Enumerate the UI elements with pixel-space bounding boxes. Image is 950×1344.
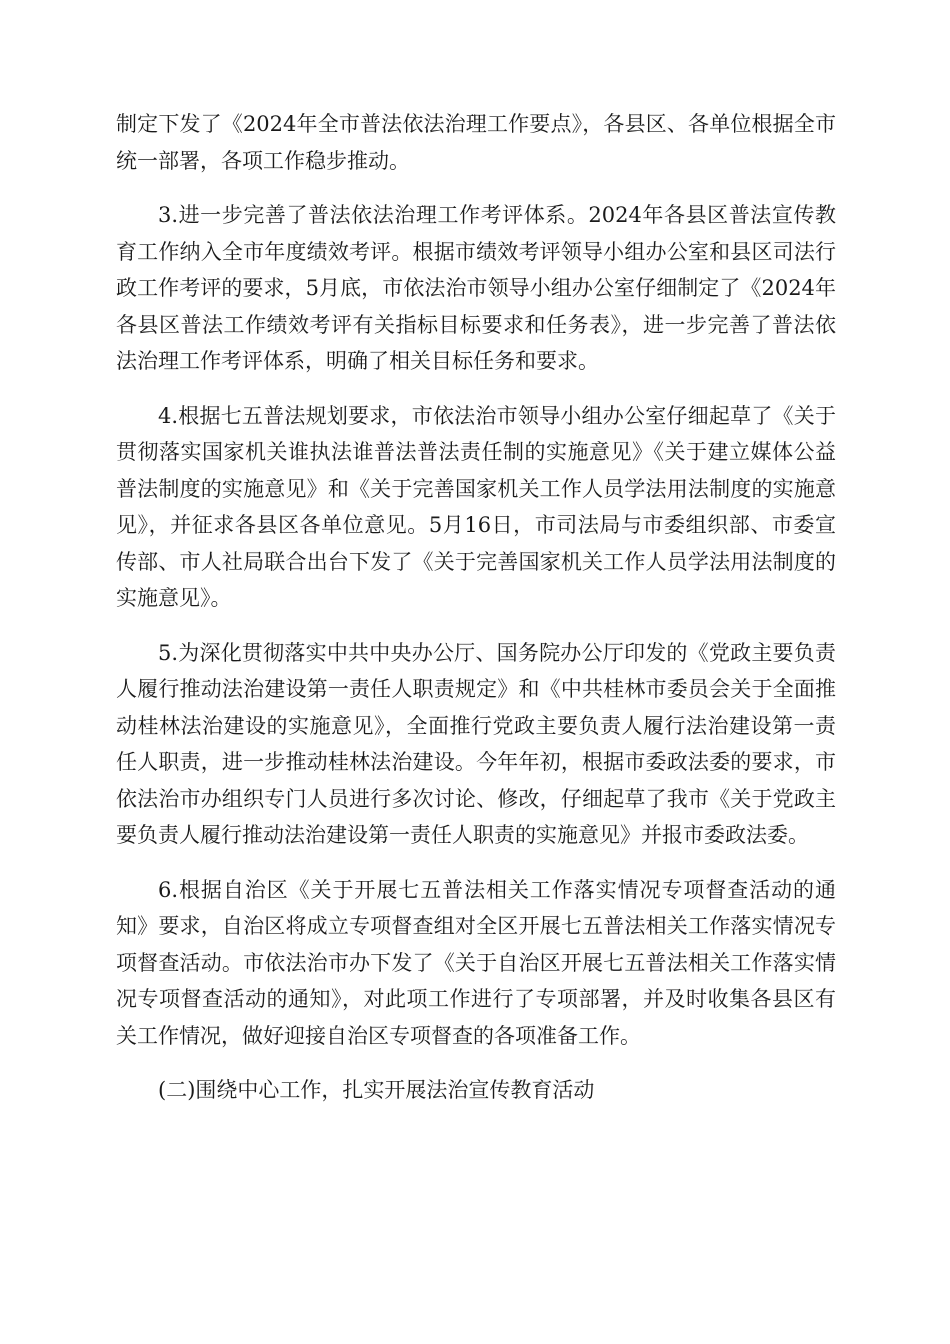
paragraph-item-4: 4.根据七五普法规划要求，市依法治市领导小组办公室仔细起草了《关于贯彻落实国家机关谁执法谁普法普法责任制的实施意见》《关于建立媒体公益普法制度的实施意见》和《关于完善国家机关工作人员学法用法制度的实施意见》，并征求各县区各单位意见。5月16日，市司法局与市委组织部、市委宣传部、市人社局联合出台下发了《关于完善国家机关工作人员学法用法制度的实施意见》。 <box>116 403 836 610</box>
paragraph-item-3: 3.进一步完善了普法依法治理工作考评体系。2024年各县区普法宣传教育工作纳入全市年度绩效考评。根据市绩效考评领导小组办公室和县区司法行政工作考评的要求，5月底，市依法治市领导小组办公室仔细制定了《2024年各县区普法工作绩效考评有关指标目标要求和任务表》，进一步完善了普法依法治理工作考评体系，明确了相关目标任务和要求。 <box>116 203 836 373</box>
document-body <box>116 106 836 1109</box>
paragraph-continuation: 制定下发了《2024年全市普法依法治理工作要点》，各县区、各单位根据全市统一部署，各项工作稳步推动。 <box>116 112 836 173</box>
section-heading: (二)围绕中心工作，扎实开展法治宣传教育活动 <box>158 1078 595 1102</box>
paragraph-item-6: 6.根据自治区《关于开展七五普法相关工作落实情况专项督查活动的通知》要求，自治区将成立专项督查组对全区开展七五普法相关工作落实情况专项督查活动。市依法治市办下发了《关于自治区开展七五普法相关工作落实情况专项督查活动的通知》，对此项工作进行了专项部署，并及时收集各县区有关工作情况，做好迎接自治区专项督查的各项准备工作。 <box>116 877 836 1048</box>
paragraph-item-5: 5.为深化贯彻落实中共中央办公厅、国务院办公厅印发的《党政主要负责人履行推动法治建设第一责任人职责规定》和《中共桂林市委员会关于全面推动桂林法治建设的实施意见》，全面推行党政主要负责人履行法治建设第一责任人职责，进一步推动桂林法治建设。今年年初，根据市委政法委的要求，市依法治市办组织专门人员进行多次讨论、修改，仔细起草了我市《关于党政主要负责人履行推动法治建设第一责任人职责的实施意见》并报市委政法委。 <box>116 640 836 847</box>
